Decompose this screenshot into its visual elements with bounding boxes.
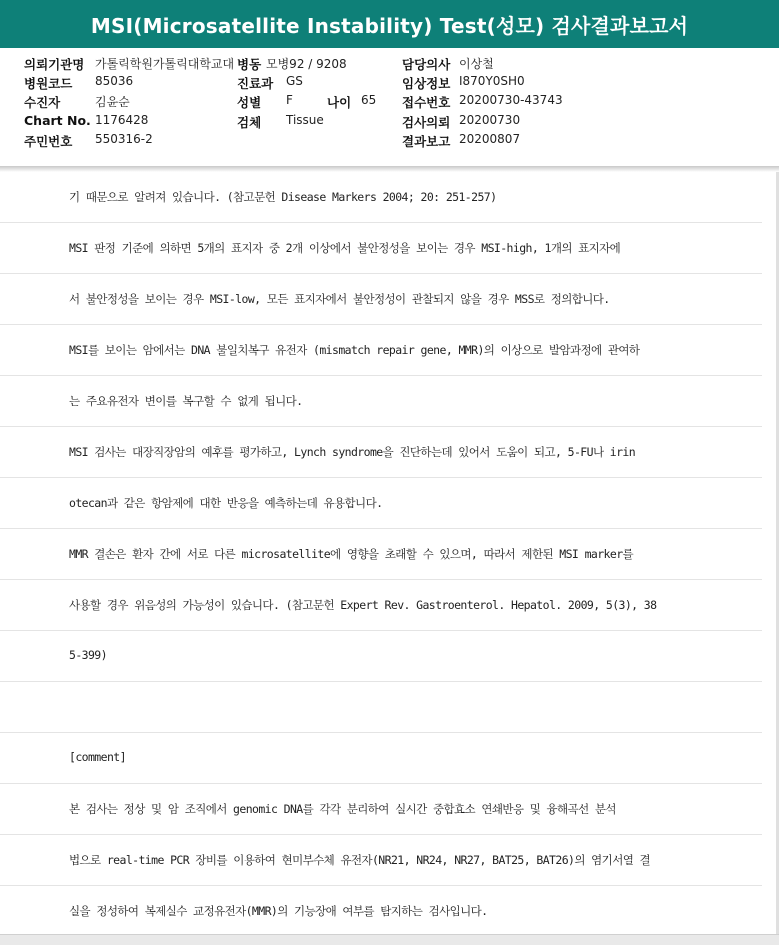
report-line xyxy=(0,835,762,886)
header-row-3 xyxy=(0,93,779,112)
specimen-label: 검체 xyxy=(237,115,262,130)
report-line-text: MSI 검사는 대장직장암의 예후를 평가하고, Lynch syndrome을 진단하는데 있어서 도움이 되고, 5-FU나 irin xyxy=(69,445,636,459)
patient-info-header xyxy=(0,48,779,167)
receipt-no-label: 접수번호 xyxy=(402,95,451,110)
bottom-edge xyxy=(0,934,779,945)
report-line xyxy=(0,733,762,784)
header-row-2 xyxy=(0,74,779,93)
report-line xyxy=(0,784,762,835)
request-org-value: 가톨릭학원가톨릭대학교대 xyxy=(95,57,235,71)
report-line xyxy=(0,427,762,478)
header-row-5 xyxy=(0,132,779,151)
age-value: 65 xyxy=(361,93,377,107)
hospital-code-label: 병원코드 xyxy=(24,76,73,91)
patient-value: 김윤순 xyxy=(95,95,130,109)
dept-label: 진료과 xyxy=(237,76,274,91)
header-row-1 xyxy=(0,55,779,74)
report-line xyxy=(0,529,762,580)
report-line-text: 서 불안정성을 보이는 경우 MSI-low, 모든 표지자에서 불안정성이 관찰되지 않을 경우 MSS로 정의합니다. xyxy=(69,292,610,306)
report-line-text: MMR 결손은 환자 간에 서로 다른 microsatellite에 영향을 초래할 수 있으며, 따라서 제한된 MSI marker를 xyxy=(69,547,634,561)
doctor-value: 이상철 xyxy=(459,57,494,71)
report-line xyxy=(0,580,762,631)
report-line-text: 기 때문으로 알려져 있습니다. (참고문헌 Disease Markers 2004; 20: 251-257) xyxy=(69,190,497,204)
report-title: MSI(Microsatellite Instability) Test(성모) 검사결과보고서 xyxy=(90,13,689,38)
sex-label: 성별 xyxy=(237,95,262,110)
report-body[interactable] xyxy=(0,172,776,934)
header-row-4 xyxy=(0,113,779,132)
report-date-value: 20200807 xyxy=(459,132,521,146)
dept-value: GS xyxy=(286,74,303,88)
specimen-value: Tissue xyxy=(286,113,324,127)
report-line-text: [comment] xyxy=(69,750,126,764)
doctor-label: 담당의사 xyxy=(402,57,451,72)
report-line-text: 실을 정성하여 복제실수 교정유전자(MMR)의 기능장애 여부를 탐지하는 검사입니다. xyxy=(69,904,488,918)
ward-value: 모병92 / 9208 xyxy=(266,57,347,71)
chart-no-value: 1176428 xyxy=(95,113,149,127)
report-line xyxy=(0,172,762,223)
chart-no-label: Chart No. xyxy=(24,113,91,128)
ward-label: 병동 xyxy=(237,57,262,72)
report-line xyxy=(0,274,762,325)
sex-value: F xyxy=(286,93,293,107)
report-line xyxy=(0,682,762,733)
request-date-value: 20200730 xyxy=(459,113,521,127)
report-line xyxy=(0,478,762,529)
receipt-no-value: 20200730-43743 xyxy=(459,93,563,107)
report-line-text: 사용할 경우 위음성의 가능성이 있습니다. (참고문헌 Expert Rev. Gastroenterol. Hepatol. 2009, 5(3), 38 xyxy=(69,598,657,612)
request-date-label: 검사의뢰 xyxy=(402,115,451,130)
hospital-code-value: 85036 xyxy=(95,74,134,88)
report-title-bar xyxy=(0,0,779,49)
report-line xyxy=(0,886,762,934)
report-line-text: 5-399) xyxy=(69,648,107,662)
report-line xyxy=(0,631,762,682)
report-line-text: MSI 판정 기준에 의하면 5개의 표지자 중 2개 이상에서 불안정성을 보이는 경우 MSI-high, 1개의 표지자에 xyxy=(69,241,621,255)
report-line-text: otecan과 같은 항암제에 대한 반응을 예측하는데 유용합니다. xyxy=(69,496,383,510)
report-line xyxy=(0,325,762,376)
report-line-text: MSI를 보이는 암에서는 DNA 불일치복구 유전자 (mismatch repair gene, MMR)의 이상으로 발암과정에 관여하 xyxy=(69,343,640,357)
report-line-text: 법으로 real-time PCR 장비를 이용하여 현미부수체 유전자(NR21, NR24, NR27, BAT25, BAT26)의 염기서열 결 xyxy=(69,853,651,867)
rrn-label: 주민번호 xyxy=(24,134,73,149)
report-line xyxy=(0,223,762,274)
clinical-info-value: I870Y0SH0 xyxy=(459,74,525,88)
report-line xyxy=(0,376,762,427)
report-date-label: 결과보고 xyxy=(402,134,451,149)
age-label: 나이 xyxy=(327,95,352,110)
rrn-value: 550316-2 xyxy=(95,132,153,146)
report-line-text: 본 검사는 정상 및 암 조직에서 genomic DNA를 각각 분리하여 실시간 중합효소 연쇄반응 및 융해곡선 분석 xyxy=(69,802,616,816)
patient-label: 수진자 xyxy=(24,95,61,110)
clinical-info-label: 임상정보 xyxy=(402,76,451,91)
report-line-text: 는 주요유전자 변이를 복구할 수 없게 됩니다. xyxy=(69,394,303,408)
request-org-label: 의뢰기관명 xyxy=(24,57,85,72)
